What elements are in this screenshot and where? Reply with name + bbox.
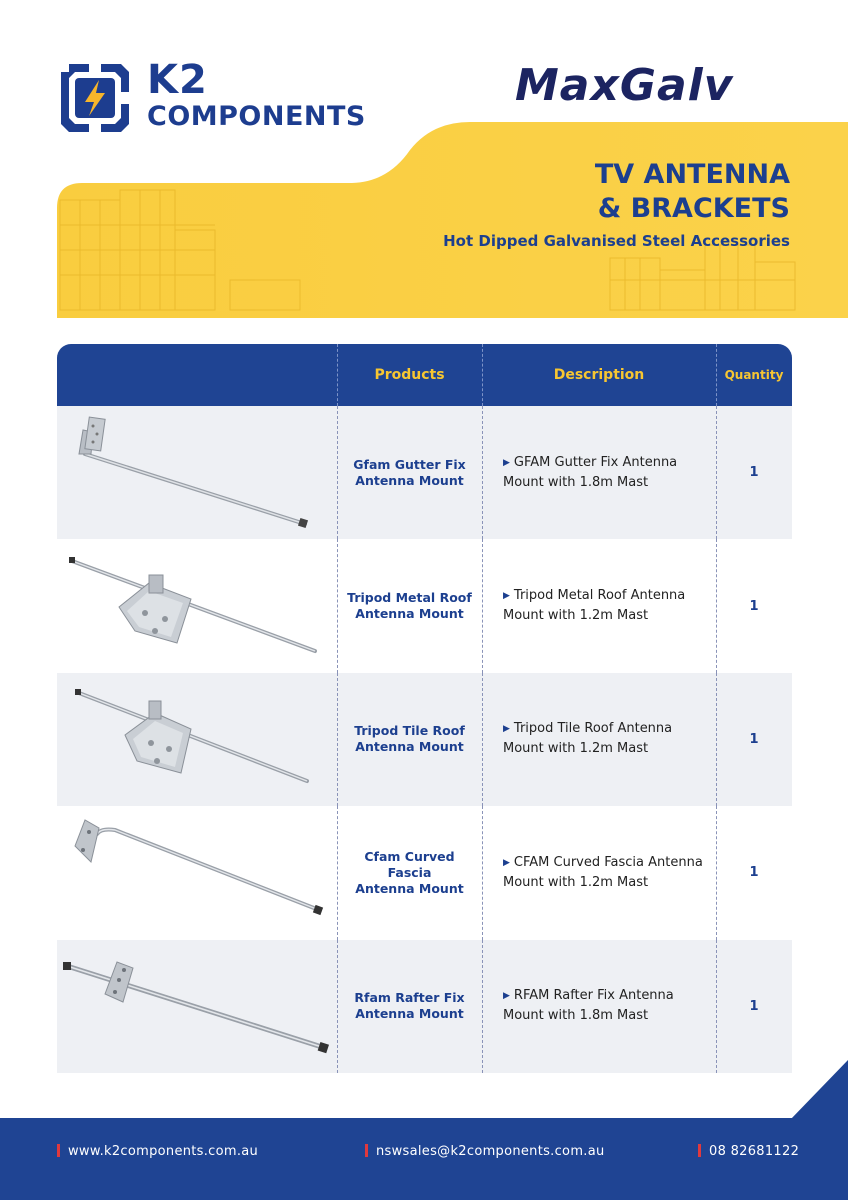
product-description [482, 806, 716, 939]
header-description: Description [553, 367, 645, 383]
bullet-arrow-icon: ▶ [503, 591, 510, 602]
description-line1: CFAM Curved Fascia Antenna [513, 854, 703, 870]
curved-fascia-mount-icon [57, 806, 337, 939]
header-products: Products [374, 367, 445, 383]
column-divider [482, 806, 483, 939]
product-name-line1: Cfam Curved Fascia [364, 848, 455, 880]
product-description [482, 940, 716, 1073]
footer-phone[interactable] [698, 1144, 799, 1159]
product-name-line1: Rfam Rafter Fix [354, 990, 465, 1006]
tripod-metal-roof-mount-icon [57, 539, 337, 672]
product-name-line2: Antenna Mount [355, 739, 464, 755]
column-divider [337, 806, 338, 939]
components-wordmark: COMPONENTS [147, 101, 366, 132]
column-divider [482, 940, 483, 1073]
product-quantity: 1 [749, 998, 759, 1014]
footer-corner-accent [0, 1060, 848, 1120]
product-name-line2: Antenna Mount [355, 1006, 464, 1022]
accent-bar-icon [365, 1144, 368, 1157]
product-quantity: 1 [749, 865, 759, 881]
product-description [482, 673, 716, 806]
product-name-line2: Antenna Mount [355, 472, 464, 488]
product-name [337, 806, 482, 939]
description-line2: Mount with 1.8m Mast [503, 1008, 649, 1024]
table-row [57, 539, 792, 672]
gutter-fix-mount-icon [57, 406, 337, 539]
maxgalv-logo [515, 58, 795, 114]
product-description [482, 406, 716, 539]
lightning-bolt-icon [55, 58, 135, 138]
product-name-line2: Antenna Mount [355, 606, 464, 622]
accent-bar-icon [57, 1144, 60, 1157]
bullet-arrow-icon: ▶ [503, 724, 510, 735]
table-row [57, 673, 792, 806]
product-quantity: 1 [749, 598, 759, 614]
k2-wordmark: K2 [147, 57, 208, 103]
product-quantity: 1 [749, 465, 759, 481]
product-image-cell [57, 940, 337, 1073]
description-line1: RFAM Rafter Fix Antenna [513, 988, 674, 1004]
column-divider [482, 406, 483, 539]
description-line2: Mount with 1.2m Mast [503, 741, 649, 757]
phone-link[interactable]: 08 82681122 [709, 1144, 800, 1159]
column-divider [337, 344, 338, 406]
description-line1: GFAM Gutter Fix Antenna [513, 454, 678, 470]
website-link[interactable]: www.k2components.com.au [68, 1144, 259, 1159]
maxgalv-wordmark: MaxGalv [515, 60, 734, 111]
header-quantity: Quantity [724, 368, 784, 382]
column-divider [482, 673, 483, 806]
column-divider [716, 406, 717, 539]
product-name-line2: Antenna Mount [355, 880, 464, 896]
rafter-fix-mount-icon [57, 940, 337, 1073]
product-table [57, 344, 792, 1073]
product-description [482, 539, 716, 672]
accent-bar-icon [698, 1144, 701, 1157]
product-name-line1: Tripod Metal Roof [347, 590, 472, 606]
column-divider [716, 673, 717, 806]
column-divider [716, 539, 717, 672]
table-header [57, 344, 792, 406]
description-line2: Mount with 1.2m Mast [503, 874, 649, 890]
column-divider [716, 940, 717, 1073]
bullet-arrow-icon: ▶ [503, 991, 510, 1002]
bullet-arrow-icon: ▶ [503, 457, 510, 468]
page-subtitle: Hot Dipped Galvanised Steel Accessories [443, 232, 790, 250]
product-name [337, 940, 482, 1073]
table-row [57, 806, 792, 939]
column-divider [716, 344, 717, 406]
footer-email[interactable] [365, 1144, 605, 1159]
product-image-cell [57, 406, 337, 539]
product-image-cell [57, 806, 337, 939]
column-divider [716, 806, 717, 939]
description-line2: Mount with 1.8m Mast [503, 474, 649, 490]
column-divider [482, 344, 483, 406]
bullet-arrow-icon: ▶ [503, 857, 510, 868]
page-title-line2: & BRACKETS [597, 193, 790, 224]
footer-bar [0, 1118, 848, 1200]
footer-website[interactable] [57, 1144, 258, 1159]
column-divider [337, 406, 338, 539]
column-divider [482, 539, 483, 672]
product-quantity: 1 [749, 731, 759, 747]
page-title-line1: TV ANTENNA [594, 159, 790, 190]
description-line2: Mount with 1.2m Mast [503, 608, 649, 624]
product-name-line1: Gfam Gutter Fix [353, 456, 466, 472]
table-row [57, 940, 792, 1073]
column-divider [337, 940, 338, 1073]
description-line1: Tripod Tile Roof Antenna [513, 721, 673, 737]
product-image-cell [57, 539, 337, 672]
product-image-cell [57, 673, 337, 806]
product-name [337, 673, 482, 806]
column-divider [337, 673, 338, 806]
column-divider [337, 539, 338, 672]
email-link[interactable]: nswsales@k2components.com.au [376, 1144, 605, 1159]
product-name [337, 406, 482, 539]
table-row [57, 406, 792, 539]
description-line1: Tripod Metal Roof Antenna [513, 588, 686, 604]
k2-components-logo [55, 58, 415, 138]
product-name-line1: Tripod Tile Roof [354, 723, 465, 739]
title-block [443, 158, 790, 250]
product-name [337, 539, 482, 672]
tripod-tile-roof-mount-icon [57, 673, 337, 806]
